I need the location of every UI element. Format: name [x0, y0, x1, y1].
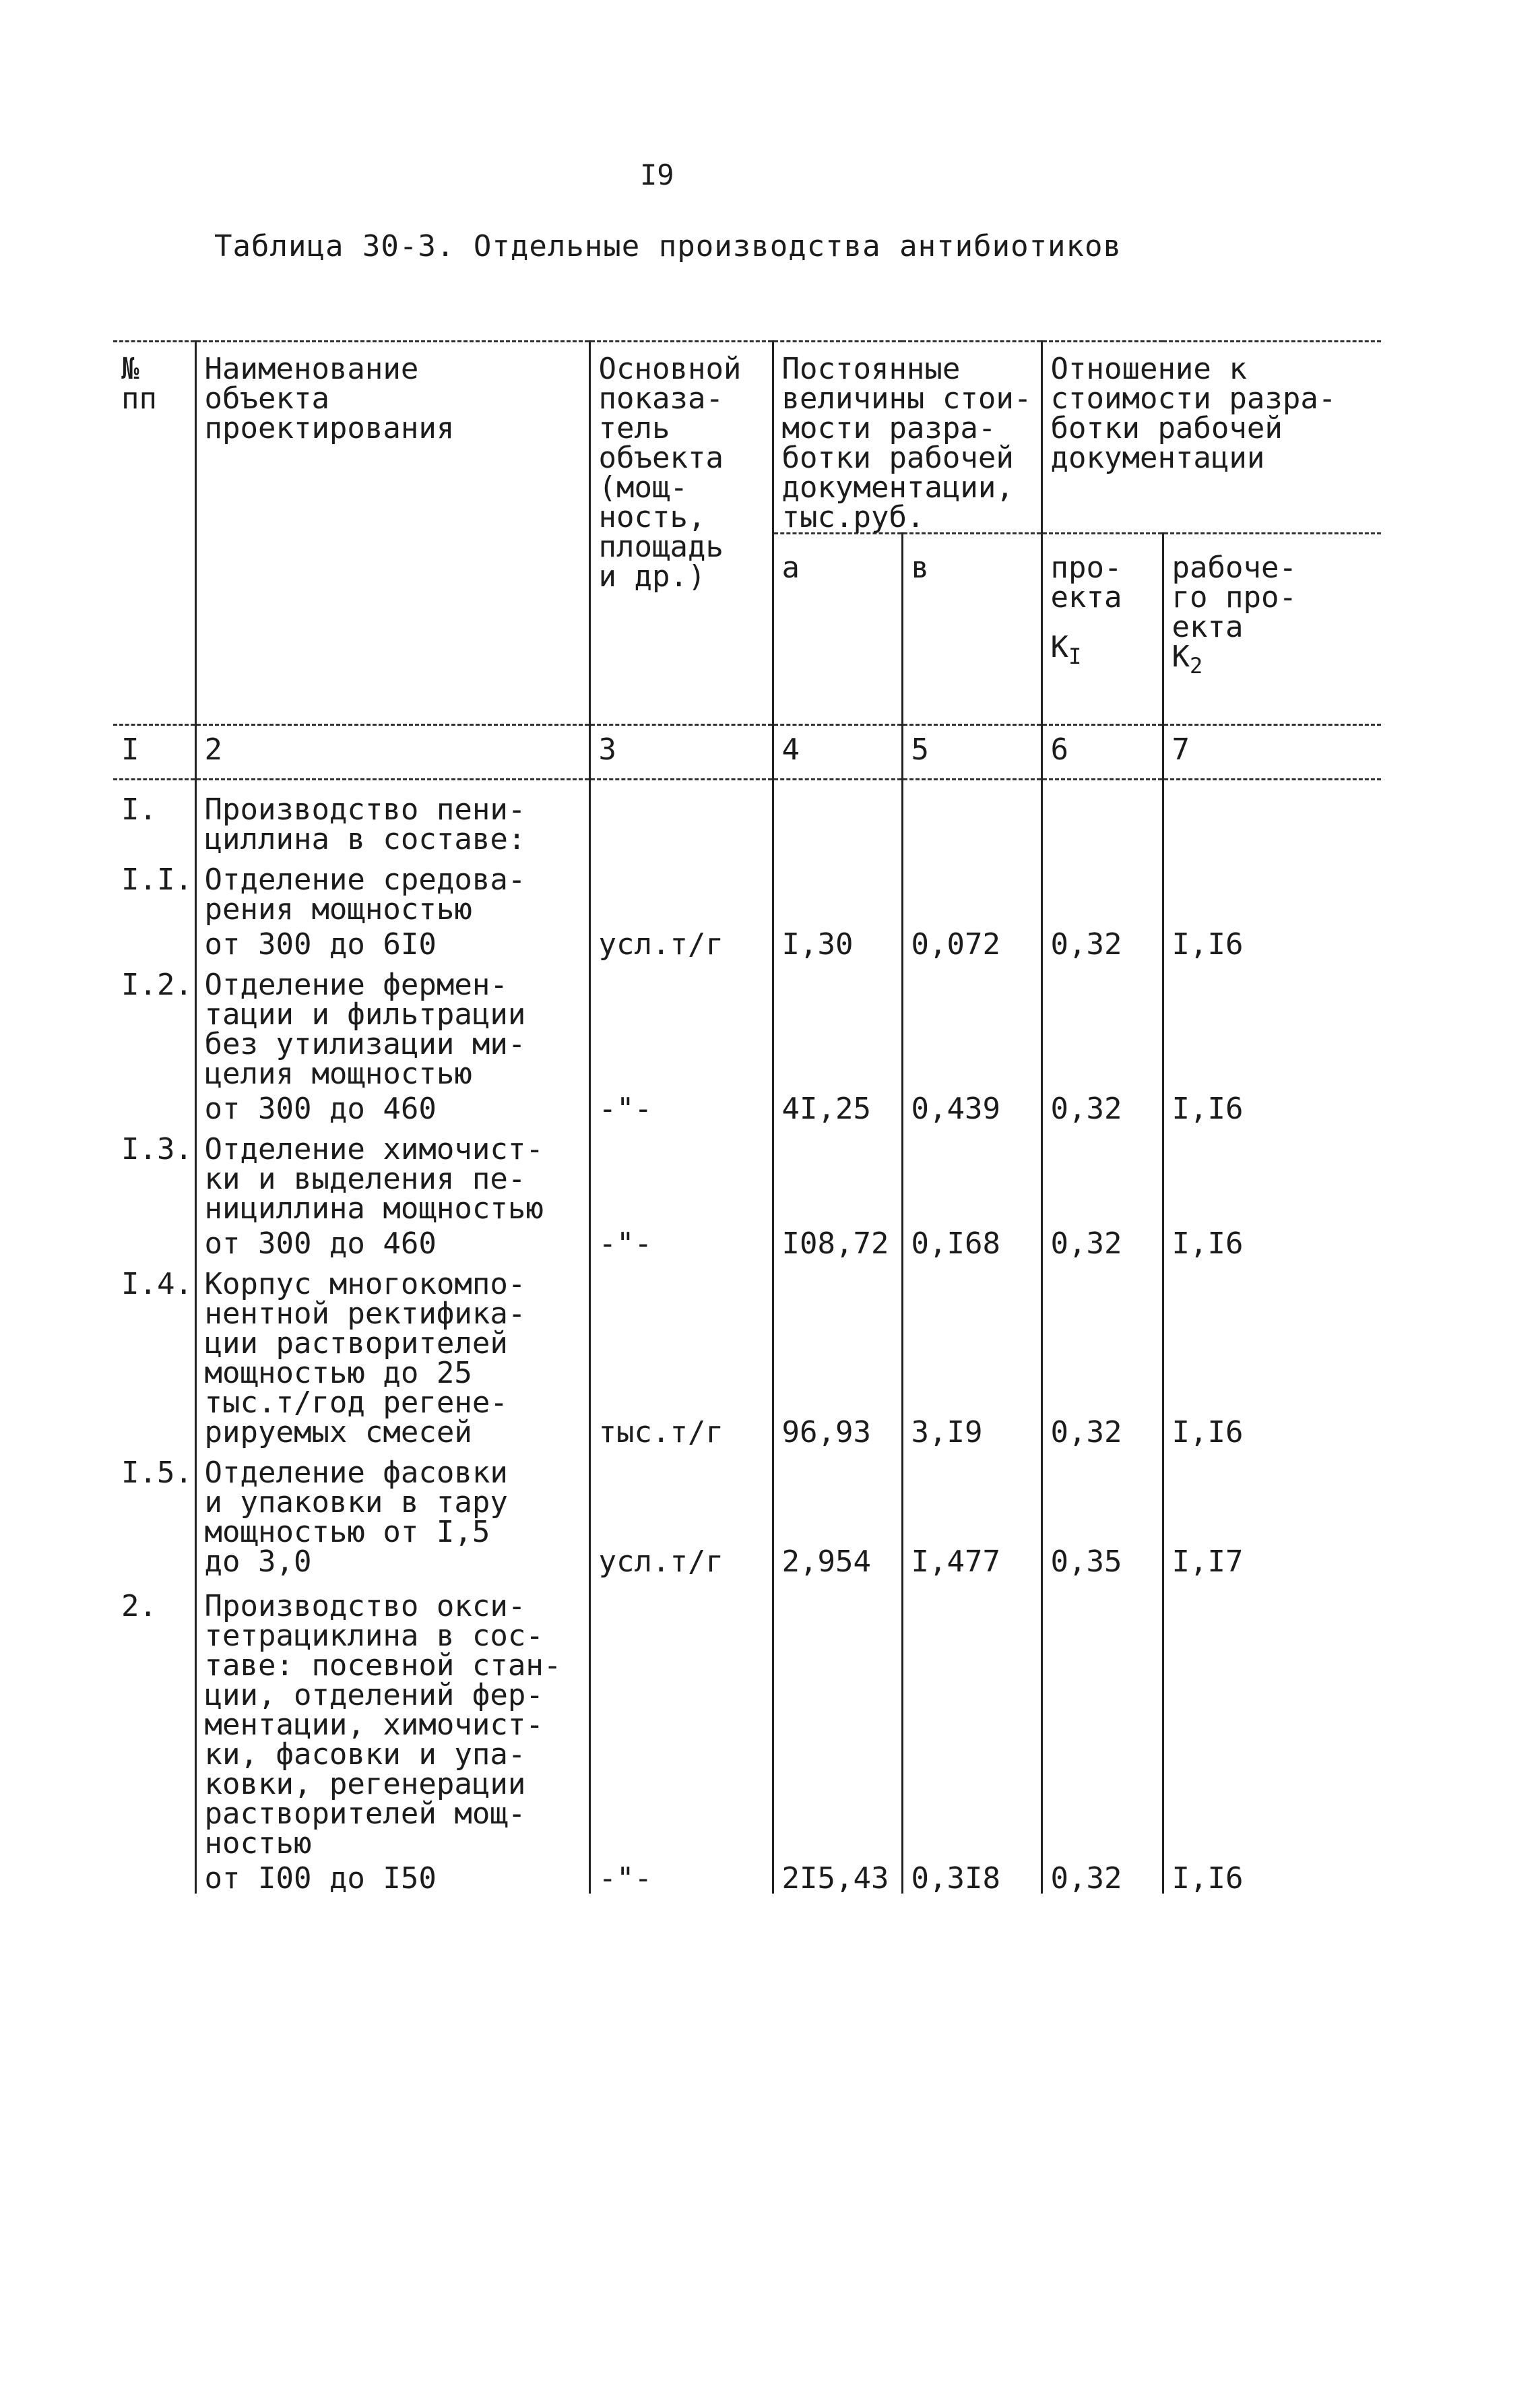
row-unit: усл.т/г: [589, 1447, 773, 1577]
row-k1: 0,32: [1041, 925, 1163, 960]
row-a: 96,93: [773, 1259, 902, 1447]
header-no: № пп: [113, 342, 195, 725]
row-a: 2,954: [773, 1447, 902, 1577]
header-k1-symbol: $К_I$: [1050, 630, 1082, 669]
header-k2-symbol: $К_2$: [1172, 639, 1203, 679]
row-a: 2I5,43: [773, 1859, 902, 1894]
row-k2: I,I7: [1163, 1447, 1381, 1577]
table-row: [113, 1859, 1381, 1894]
row-name: от 300 до 460: [195, 1089, 589, 1124]
column-numbers-row: [113, 724, 1381, 779]
row-unit: -"-: [589, 1224, 773, 1259]
row-no: [113, 1859, 195, 1894]
row-name: от I00 до I50: [195, 1859, 589, 1894]
row-v: 0,I68: [902, 1224, 1041, 1259]
table-row: [113, 1089, 1381, 1124]
row-name: Отделение фермен- тации и фильтрации без утилизации ми- целия мощностью: [195, 960, 589, 1089]
header-k1-text: про- екта: [1050, 551, 1122, 615]
table-row: [113, 1124, 1381, 1224]
table-body: [113, 779, 1381, 1894]
row-unit: -"-: [589, 1089, 773, 1124]
row-k1: 0,32: [1041, 1259, 1163, 1447]
row-v: 0,439: [902, 1089, 1041, 1124]
header-const-costs: Постоянные величины стои- мости разра- ботки рабочей документации, тыс.руб.: [773, 342, 1041, 534]
row-unit: -"-: [589, 1859, 773, 1894]
row-k1: 0,32: [1041, 1224, 1163, 1259]
row-name: Производство окси- тетрациклина в сос- таве: посевной стан- ции, отделений фер- ментации, химочист- ки, фасовки и упа- ковки, регенерации растворителей мощ- ностью: [195, 1577, 589, 1859]
row-name: Корпус многокомпо- нентной ректифика- ции растворителей мощностью до 25 тыс.т/год регене- рируемых смесей: [195, 1259, 589, 1447]
header-a: а: [773, 534, 902, 725]
column-number: 3: [589, 724, 773, 779]
row-a: I08,72: [773, 1224, 902, 1259]
row-no: [113, 1224, 195, 1259]
row-a: 4I,25: [773, 1089, 902, 1124]
column-number: I: [113, 724, 195, 779]
row-no: 2.: [121, 1588, 157, 1623]
row-no: [113, 1089, 195, 1124]
row-k2: I,I6: [1163, 1859, 1381, 1894]
table-row: [113, 1224, 1381, 1259]
header-k2-text: рабоче- го про- екта: [1172, 551, 1297, 644]
row-name: от 300 до 460: [195, 1224, 589, 1259]
table-title: Таблица 30-3. Отдельные производства антибиотиков: [214, 229, 1122, 263]
row-k1: 0,35: [1041, 1447, 1163, 1577]
row-no: I.I.: [121, 862, 193, 897]
row-no: [113, 925, 195, 960]
column-number: 4: [773, 724, 902, 779]
row-name: Отделение фасовки и упаковки в тару мощностью от I,5 до 3,0: [195, 1447, 589, 1577]
row-k2: I,I6: [1163, 1089, 1381, 1124]
row-no: I.4.: [121, 1266, 193, 1301]
table-row: [113, 1259, 1381, 1447]
table-header: [113, 342, 1381, 780]
row-k1: 0,32: [1041, 1089, 1163, 1124]
row-name: Отделение средова- рения мощностью: [195, 854, 589, 925]
header-name: Наименование объекта проектирования: [195, 342, 589, 725]
row-k2: I,I6: [1163, 925, 1381, 960]
row-v: 3,I9: [902, 1259, 1041, 1447]
table-row: [113, 1447, 1381, 1577]
table-row: [113, 854, 1381, 925]
table-row: [113, 925, 1381, 960]
row-v: 0,3I8: [902, 1859, 1041, 1894]
row-name: Производство пени- циллина в составе:: [195, 779, 589, 854]
row-unit: усл.т/г: [589, 925, 773, 960]
table-row: [113, 960, 1381, 1089]
header-ratio: Отношение к стоимости разра- ботки рабочей документации: [1041, 342, 1381, 534]
row-k2: I,I6: [1163, 1259, 1381, 1447]
row-v: I,477: [902, 1447, 1041, 1577]
row-name: Отделение химочист- ки и выделения пе- нициллина мощностью: [195, 1124, 589, 1224]
header-v: в: [902, 534, 1041, 725]
row-no: I.2.: [121, 967, 193, 1002]
row-v: 0,072: [902, 925, 1041, 960]
row-unit: тыс.т/г: [589, 1259, 773, 1447]
row-k2: I,I6: [1163, 1224, 1381, 1259]
row-a: I,30: [773, 925, 902, 960]
header-k1: [1041, 534, 1163, 725]
column-number: 6: [1041, 724, 1163, 779]
row-name: от 300 до 6I0: [195, 925, 589, 960]
header-indicator: Основной показа- тель объекта (мощ- ность, площадь и др.): [589, 342, 773, 725]
table-row: [113, 779, 1381, 854]
column-number: 2: [195, 724, 589, 779]
row-no: I.: [121, 792, 157, 827]
cost-table: [113, 340, 1381, 1894]
row-no: I.5.: [121, 1455, 193, 1490]
row-k1: 0,32: [1041, 1859, 1163, 1894]
column-number: 7: [1163, 724, 1381, 779]
page-number: I9: [640, 158, 674, 191]
column-number: 5: [902, 724, 1041, 779]
header-k2: [1163, 534, 1381, 725]
row-no: I.3.: [121, 1131, 193, 1166]
table: [113, 340, 1381, 1894]
table-row: [113, 1577, 1381, 1859]
